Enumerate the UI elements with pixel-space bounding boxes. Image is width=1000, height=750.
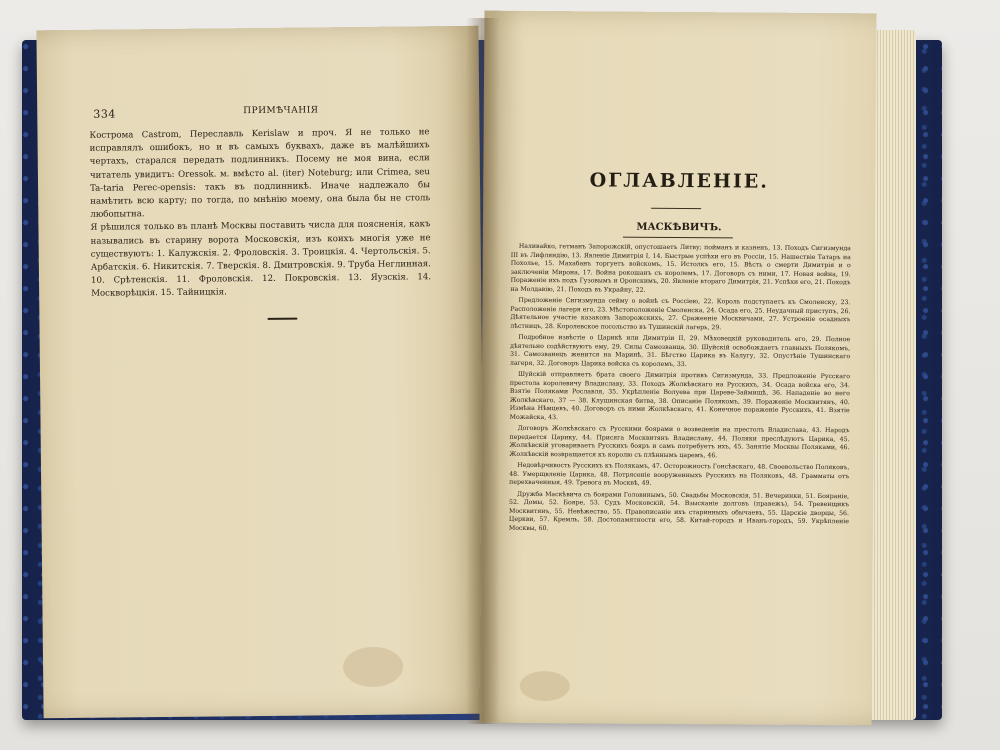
contents-entry: Подробное извѣстіе о Царикѣ или Димитріи II, 29. Мѣховецкій руководитель его, 29. Полное дѣятельно содѣйствуютъ ему, 29. Силы Самозванца, 30. Шуйскій освобождаетъ главныхъ Полякомъ, 31. Самозванецъ женится на Маринѣ, 31. Бѣгство Царика въ Калугу, 32. Опустѣніе Тушинскаго лагеря, 32. Договоръ Царика войска съ королемъ, 33. [510, 333, 851, 368]
contents-title: ОГЛАВЛЕНІЕ. [589, 169, 769, 193]
page-number: 334 [93, 107, 116, 121]
contents-entry: Шуйскій отправляетъ брата своего Димитрія противъ Сигизмунда, 33. Предложеніе Русскаго престола королевичу Владиславу, 33. Походъ Жолкѣвскаго на Русскихъ, 34. Осада войска его, 34. Взятіе Поляками Рославля, 35. Укрѣпленіе Волуева при Цареве-Займищѣ, 36. Нападеніе во него Жолкѣвскаго, 37 — 38. Клушинская битва, 38. Описаніе Полякомъ, 39. Пораженіе Москвитянъ, 40. Измѣна Нѣмцевъ, 40. Договоръ съ ними Жолкѣвскаго, 41. Конечное пораженіе Русскихъ, 41. Взятіе Можайска, 43. [509, 370, 850, 421]
contents-list [509, 243, 851, 538]
left-page-text [89, 126, 431, 301]
left-page [36, 26, 485, 719]
contents-entry: Договоръ Жолкѣвскаго съ Русскими боярами о возведеніи на престолъ Владислава, 43. Народъ передается Царику, 44. Присяга Москвитянъ Владиславу, 44. Поляки преслѣдуютъ Царика, 45. Жолкѣвскій уговариваетъ Русскихъ бояръ и самъ потребуетъ ихъ, 45. Занятіе Москвы Поляками, 46. Жолкѣвскій возвращается къ королю съ плѣннымъ царемъ, 46. [509, 424, 850, 459]
contents-entry: Дружба Маскѣвича съ боярами Головинымъ, 50. Свадьбы Московскія, 51. Вечеринки, 51. Бояраніе, 52. Домы, 52. Бояре, 53. Судъ Московскій, 54. Взысканіе долговъ (правежъ), 54. Тревенщикъ Москвитянъ, 55. Невѣжество, 55. Правописаніе ихъ старинныхъ обычаевъ, 55. Царскіе дворцы, 56. Церкви, 57. Кремль, 58. Достопамятности его, 58. Китай-городъ и Иванъ-городъ, 59. Укрѣпленіе Москвы, 60. [508, 490, 850, 532]
section-rule [623, 237, 733, 239]
paragraph: Я рѣшился только въ планѣ Москвы поставить числа для поясненія, какъ назывались въ старину ворота Московскія, изъ коихъ многія уже не существуютъ: 1. Калужскія. 2. Фроловскія. 3. Троицкія. 4. Чертольскія. 5. Арбатскія. 6. Никитскія. 7. Тверскія. 8. Дмитровскія. 9. Труба Неглинная. 10. Срѣтенскія. 11. Фроловскія. 12. Покровскія. 13. Яузскія. 14. Москворѣцкія. 15. Тайницкія. [90, 219, 432, 300]
page-stain [520, 671, 570, 701]
right-page [480, 11, 877, 726]
contents-entry: Предложеніе Сигизмунда сейму о войнѣ съ Россіею, 22. Король подступаетъ къ Смоленску, 23. Расположеніе лагеря его, 23. Мѣстоположеніе Смоленска, 24. Осада его, 25. Неудачный приступъ, 26. Дѣятельное участіе казаковъ Запорожскихъ, 27. Сражееніе Москвичами, 27. Устроеніе осадныхъ лѣстницъ, 28. Королевское посольство въ Тушинскій лагерь, 29. [510, 296, 851, 331]
book-spine-shadow [466, 18, 500, 724]
contents-entry: Наливайко, гетманъ Запорожскій, опустошаетъ Литву; пойманъ и казненъ, 13. Походъ Сигизмунда III въ Лифляндію, 13. Явленіе Димитрія I, 14. Быстрые успѣхи его въ Россіи, 15. Нашествіе Татаръ на Похолье, 15. Махабанъ торгуетъ войскомъ, 15. Истолкъ его, 15. Вѣсть о смерти Димитрія и о заключеніи Мирона, 17. Война рокошанъ съ королемъ, 17. Договоръ съ ними, 17. Новая война, 19. Пораженіе ихъ подъ Гузовымъ и Оронскимъ, 20. Явленіе втораго Димитрія, 21. Успѣхи его, 21. Походъ на Молдавію, 21. Походъ въ Украйну, 22. [510, 242, 851, 294]
left-page-header [93, 104, 439, 121]
section-heading: МАСКѢВИЧЪ. [636, 221, 722, 234]
page-stain [343, 647, 403, 688]
title-rule [651, 208, 701, 209]
contents-entry: Недовѣрчивость Русскихъ къ Полякамъ, 47. Осторожность Гонсѣвскаго, 48. Своевольство Поляковъ, 48. Умерщвленіе Царика, 48. Потрясеніе вооруженныхъ Русскихъ на Поляковъ, 48. Грамматы отъ перехваченныя, 49. Тревога въ Москвѣ, 49. [509, 461, 850, 487]
ornament-divider [267, 318, 297, 320]
running-title: ПРИМѢЧАНІЯ [243, 105, 319, 117]
paragraph: Кострома Castrom, Переславль Kerislaw и проч. Я не только не исправлялъ ошибокъ, но и въ самыхъ буквахъ, даже въ малѣйшихъ чертахъ, старался передать подлинникъ. Посему не моя вина, если читатель увидитъ: Oressok. м. вмѣсто al. (iter) Noteburg; или Crimea, seu Ta-taria Perec-opensis: такъ въ подлинникѣ. Иначе надлежало бы намѣтить всю карту; по тогда, по мнѣнію моему, она была бы не столь любопытна. [89, 127, 431, 220]
